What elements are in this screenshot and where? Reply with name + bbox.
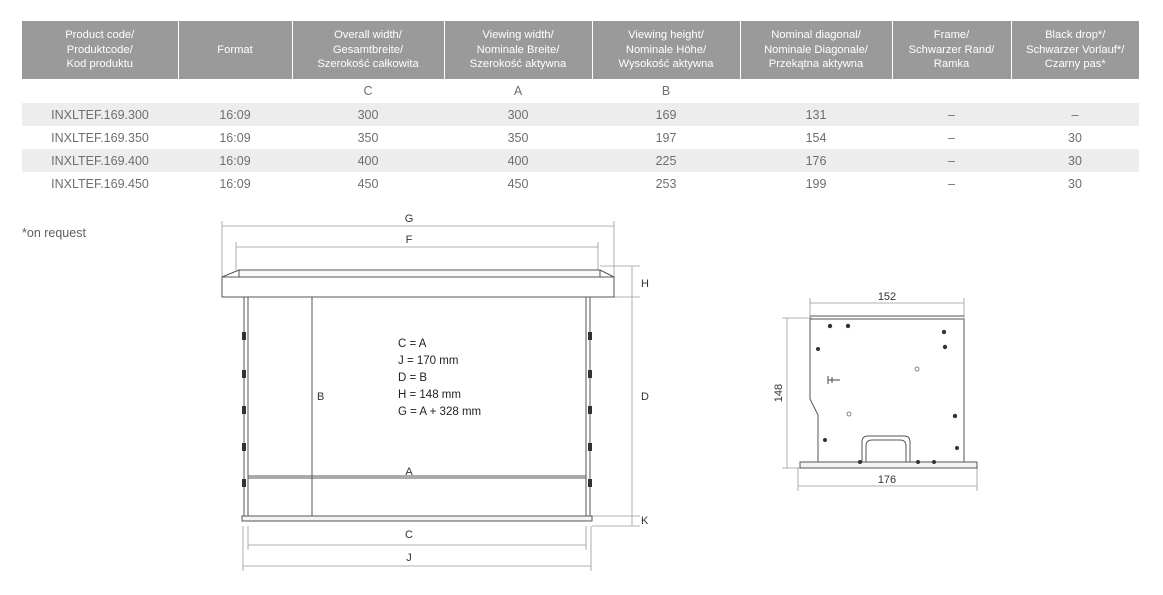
col-viewing-width: Viewing width/ Nominale Breite/ Szerokość aktywna	[444, 21, 592, 79]
side-height-label: 148	[773, 383, 785, 403]
dim-label-f: F	[405, 234, 413, 246]
col-overall-width: Overall width/ Gesamtbreite/ Szerokość całkowita	[292, 21, 444, 79]
col-product-code: Product code/ Produktcode/ Kod produktu	[22, 21, 178, 79]
cell-overall-width: 350	[357, 130, 379, 145]
col-format: Format	[178, 21, 292, 79]
formula-line: J = 170 mm	[398, 355, 459, 367]
cell-viewing-height: 225	[592, 149, 740, 172]
cell-black-drop: –	[1011, 103, 1139, 126]
cell-diagonal: 131	[740, 103, 892, 126]
cell-format: 16:09	[178, 149, 292, 172]
cell-frame: –	[948, 176, 955, 191]
side-bottom-width-label: 176	[877, 474, 897, 486]
letter-cell: A	[513, 84, 523, 98]
dim-label-c: C	[405, 529, 413, 541]
letter-cell: B	[661, 84, 671, 98]
cell-product-code: INXLTEF.169.400	[22, 149, 178, 172]
formula-line: D = B	[398, 372, 428, 384]
cell-viewing-height: 169	[592, 103, 740, 126]
on-request-note: *on request	[22, 226, 86, 240]
col-black-drop: Black drop*/ Schwarzer Vorlauf*/ Czarny pas*	[1011, 21, 1139, 79]
dim-label-k: K	[641, 515, 649, 527]
cell-product-code: INXLTEF.169.300	[22, 103, 178, 126]
col-nominal-diagonal: Nominal diagonal/ Nominale Diagonale/ Przekątna aktywna	[740, 21, 892, 79]
cell-diagonal: 199	[805, 176, 827, 191]
cell-viewing-width: 400	[444, 149, 592, 172]
dim-label-d: D	[641, 391, 649, 403]
cell-viewing-height: 197	[655, 130, 677, 145]
cell-product-code: INXLTEF.169.450	[51, 176, 149, 191]
cell-viewing-width: 350	[507, 130, 529, 145]
formula-line: H = 148 mm	[398, 389, 461, 401]
cell-product-code: INXLTEF.169.350	[51, 130, 149, 145]
cell-black-drop: 30	[1011, 149, 1139, 172]
cell-viewing-height: 253	[655, 176, 677, 191]
cell-frame: –	[948, 130, 955, 145]
formula-line: C = A	[398, 338, 427, 350]
dim-label-b: B	[317, 391, 325, 403]
dim-label-a: A	[405, 466, 413, 478]
dim-label-g: G	[404, 213, 414, 225]
col-frame: Frame/ Schwarzer Rand/ Ramka	[892, 21, 1011, 79]
cell-frame: –	[892, 149, 1011, 172]
cell-black-drop: 30	[1068, 176, 1082, 191]
cell-frame: –	[892, 103, 1011, 126]
cell-diagonal: 176	[740, 149, 892, 172]
cell-overall-width: 300	[292, 103, 444, 126]
cell-format: 16:09	[178, 103, 292, 126]
side-width-label: 152	[877, 291, 897, 303]
cell-format: 16:09	[219, 176, 251, 191]
col-viewing-height: Viewing height/ Nominale Höhe/ Wysokość aktywna	[592, 21, 740, 79]
dim-label-j: J	[406, 552, 412, 564]
cell-black-drop: 30	[1068, 130, 1082, 145]
formula-line: G = A + 328 mm	[398, 406, 482, 418]
cell-diagonal: 154	[805, 130, 827, 145]
cell-overall-width: 400	[292, 149, 444, 172]
letter-cell: C	[363, 84, 373, 98]
dim-label-h: H	[641, 278, 649, 290]
cell-viewing-width: 300	[444, 103, 592, 126]
cell-overall-width: 450	[357, 176, 379, 191]
cell-format: 16:09	[219, 130, 251, 145]
cell-viewing-width: 450	[507, 176, 529, 191]
